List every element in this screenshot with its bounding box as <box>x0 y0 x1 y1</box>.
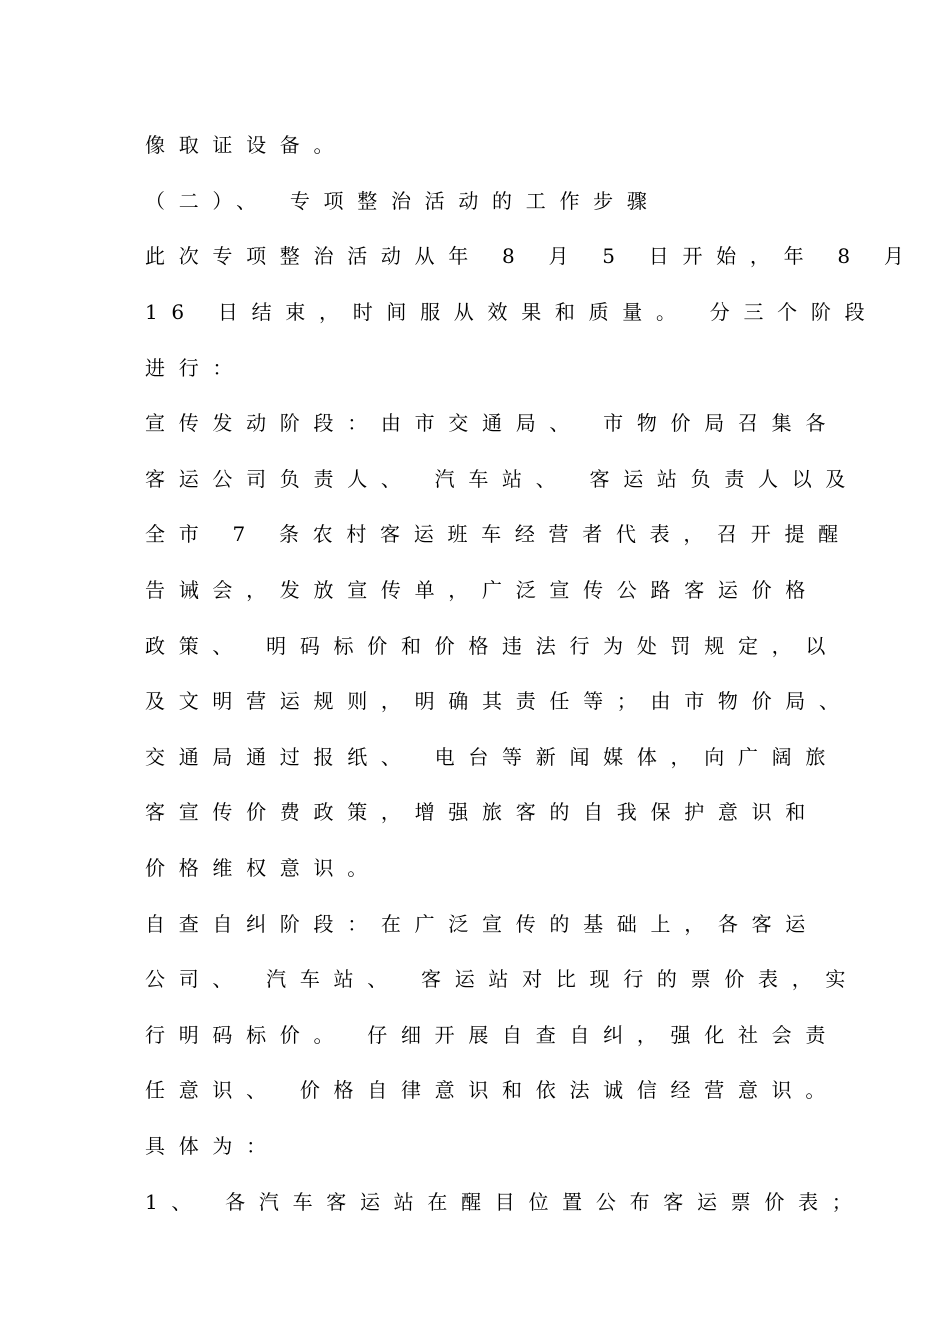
text-line-17: 行明码标价。 仔细开展自查自纠，强化社会责 <box>145 1023 840 1047</box>
text-line-9: 告诫会，发放宣传单，广泛宣传公路客运价格 <box>145 578 819 602</box>
text-line-19: 具体为： <box>145 1134 280 1158</box>
text-line-1: 像取证设备。 <box>145 133 348 157</box>
text-line-3: 此次专项整治活动从年 8 月 5 日开始，年 8 月 <box>145 244 918 268</box>
text-line-8: 全市 7 条农村客运班车经营者代表，召开提醒 <box>145 522 852 546</box>
text-line-12: 交通局通过报纸、 电台等新闻媒体，向广阔旅 <box>145 745 840 769</box>
text-line-7: 客运公司负责人、 汽车站、 客运站负责人以及 <box>145 467 860 491</box>
text-line-14: 价格维权意识。 <box>145 856 381 880</box>
text-line-16: 公司、 汽车站、 客运站对比现行的票价表，实 <box>145 967 860 991</box>
text-line-2: （二）、 专项整治活动的工作步骤 <box>145 189 661 213</box>
text-line-4: 16 日结束，时间服从效果和质量。 分三个阶段 <box>145 300 879 324</box>
text-line-11: 及文明营运规则，明确其责任等；由市物价局、 <box>145 689 853 713</box>
text-line-15: 自查自纠阶段：在广泛宣传的基础上，各客运 <box>145 912 819 936</box>
text-line-18: 任意识、 价格自律意识和依法诚信经营意识。 <box>145 1078 840 1102</box>
text-line-13: 客宣传价费政策，增强旅客的自我保护意识和 <box>145 800 819 824</box>
text-line-5: 进行： <box>145 356 247 380</box>
text-line-6: 宣传发动阶段：由市交通局、 市物价局召集各 <box>145 411 840 435</box>
text-line-10: 政策、 明码标价和价格违法行为处罚规定，以 <box>145 634 840 658</box>
text-line-20: 1、 各汽车客运站在醒目位置公布客运票价表； <box>145 1190 866 1214</box>
